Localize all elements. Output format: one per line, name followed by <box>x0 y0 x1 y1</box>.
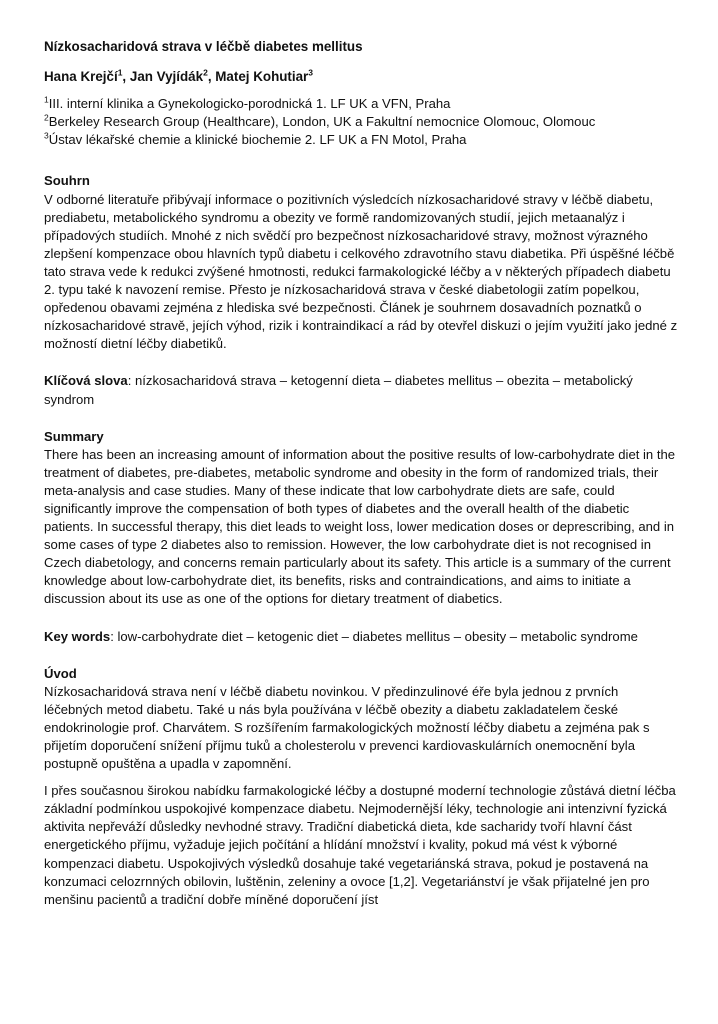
key-words <box>44 628 680 646</box>
summary-heading: Summary <box>44 428 104 444</box>
affiliation-item <box>44 131 680 149</box>
affiliation-item <box>44 113 680 131</box>
affiliation-item <box>44 95 680 113</box>
author-name: Jan Vyjídák <box>129 69 204 85</box>
affiliation-text: Berkeley Research Group (Healthcare), London, UK a Fakultní nemocnice Olomouc, Olomouc <box>48 114 596 130</box>
affiliation-marker: 3 <box>44 131 49 142</box>
klicova-slova-label: Klíčová slova <box>44 373 128 389</box>
author-affiliation-marker: 3 <box>308 67 313 78</box>
souhrn-paragraph: V odborné literatuře přibývají informace o pozitivních výsledcích nízkosacharidové stravy v léčbě diabetu, prediabetu, metabolického syndromu a obezity ve formě randomizovaných studií, jejich metaanalýz i případových studiích. Mnohé z nich svědčí pro bezpečnost nízkosacharidové stravy, možnost výrazného zlepšení kompenzace obou hlavních typů diabetu i celkového zdravotního stavu diabetika. Při úspěšné léčbě tato strava vede k redukci zvýšené hmotnosti, redukci farmakologické léčby a v některých případech diabetu 2. typu také k navození remise. Přesto je nízkosacharidová strava v české diabetologii zatím popelkou, opředenou obavami zejména z hlediska své bezpečnosti. Článek je souhrnem dosavadních poznatků o nízkosacharidové stravě, jejích výhod, rizik i kontraindikací a rád by otevřel diskuzi o jejím využití jako jedné z možností dietní léčby diabetiků. <box>44 191 678 352</box>
affiliation-text: Ústav lékařské chemie a klinické biochemie 2. LF UK a FN Motol, Praha <box>48 132 467 148</box>
uvod-paragraph: Nízkosacharidová strava není v léčbě diabetu novinkou. V předinzulinové éře byla jednou z prvních léčebných metod diabetu. Také u nás byla používána v léčbě obezity a diabetu zakladatelem české endokrinologie prof. Charvátem. S rozšířením farmakologických možností léčby diabetu a zejména pak s přijetím doporučení snížení příjmu tuků a cholesterolu v prevenci kardiovaskulárních onemocnění byla postupně opuštěna a upadla v zapomnění. <box>44 683 650 772</box>
author-separator: , <box>207 69 216 85</box>
affiliation-marker: 1 <box>44 94 49 105</box>
author-separator: , <box>122 69 130 85</box>
uvod-heading: Úvod <box>44 665 77 681</box>
author-affiliation-marker: 2 <box>203 67 208 78</box>
affiliation-marker: 2 <box>44 112 49 123</box>
author-affiliation-marker: 1 <box>117 67 123 78</box>
klicova-slova-text: : nízkosacharidová strava – ketogenní dieta – diabetes mellitus – obezita – metabolický syndrom <box>44 373 633 407</box>
author-list <box>44 68 680 86</box>
key-words-label: Key words <box>44 628 111 644</box>
klicova-slova <box>44 372 680 408</box>
affiliation-list <box>44 95 680 149</box>
author-name: Hana Krejčí <box>44 69 118 85</box>
summary-paragraph: There has been an increasing amount of information about the positive results of low-carbohydrate diet in the treatment of diabetes, pre-diabetes, metabolic syndrome and obesity in the form of randomized trials, their meta-analysis and case studies. Many of these indicate that low carbohydrate diets are safe, could significantly improve the compensation of both types of diabetes and the overall health of the diabetic patients. In successful therapy, this diet leads to weight loss, lower medication doses or deprescribing, and in some cases of type 2 diabetes also to remission. However, the low carbohydrate diet is not recognised in Czech diabetology, and concerns remain particularly about its safety. This article is a summary of the current knowledge about low-carbohydrate diet, its benefits, risks and contraindications, and aims to initiate a discussion about its use as one of the options for dietary treatment of diabetics. <box>44 446 676 607</box>
uvod-paragraph: I přes současnou širokou nabídku farmakologické léčby a dostupné moderní technologie zůstává dietní léčba základní podmínkou uspokojivé kompenzace diabetu. Nejmodernější léky, technologie ani intenzivní fyzická aktivita nepřeváží důsledky nevhodné stravy. Tradiční diabetická dieta, kde sacharidy tvoří hlavní část energetického příjmu, vyžaduje jejich počítání a hlídání množství i kvality, pokud má vést k výborné kompenzaci diabetu. Uspokojivých výsledků dosahuje také vegetariánská strava, pokud je postavená na konzumaci celozrnných obilovin, luštěnin, zeleniny a ovoce [1,2]. Vegetariánství je však přijatelné jen pro menšinu pacientů a tradiční dobře míněné doporučení jíst <box>44 783 676 907</box>
souhrn-heading: Souhrn <box>44 173 90 189</box>
author-name: Matej Kohutiar <box>215 69 309 85</box>
affiliation-text: III. interní klinika a Gynekologicko-porodnická 1. LF UK a VFN, Praha <box>48 96 451 112</box>
document-page <box>44 38 680 909</box>
key-words-text: : low-carbohydrate diet – ketogenic diet – diabetes mellitus – obesity – metabolic syndrome <box>110 628 638 644</box>
article-title: Nízkosacharidová strava v léčbě diabetes mellitus <box>44 39 363 54</box>
